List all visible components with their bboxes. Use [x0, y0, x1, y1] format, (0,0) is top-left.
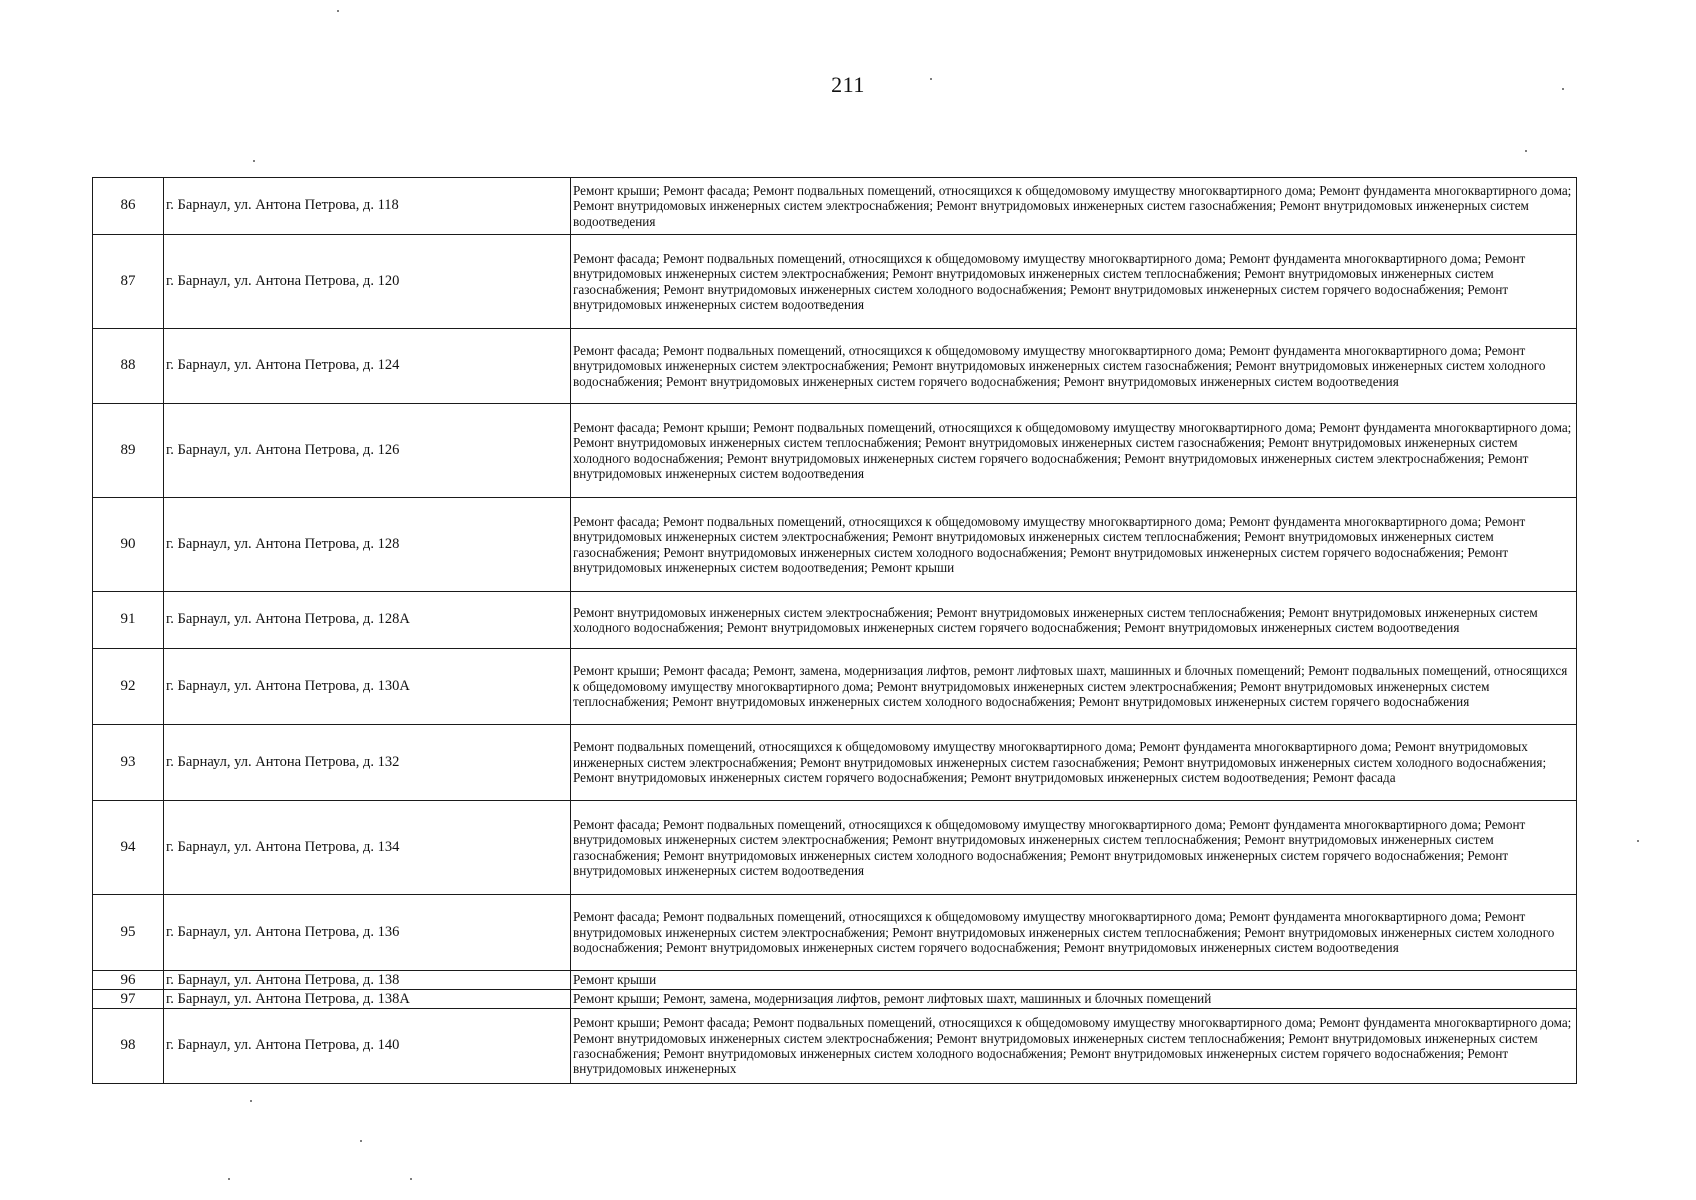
row-works: Ремонт фасада; Ремонт подвальных помещений, относящихся к общедомовому имуществу многоквартирного дома; Ремонт фундамента многоквартирного дома; Ремонт внутридомовых инженерных систем электроснабжения; Ремонт внутридомовых инженерных систем теплоснабжения; Ремонт внутридомовых инженерных систем холодного водоснабжения; Ремонт внутридомовых инженерных систем горячего водоснабжения; Ремонт внутридомовых инженерных систем водоотведения — [571, 895, 1577, 971]
scan-speck — [253, 160, 255, 162]
table-body — [93, 178, 1577, 1084]
row-number: 91 — [93, 592, 164, 649]
table-row — [93, 235, 1577, 329]
row-number: 98 — [93, 1009, 164, 1084]
row-address: г. Барнаул, ул. Антона Петрова, д. 126 — [164, 404, 571, 498]
table-row — [93, 592, 1577, 649]
scan-speck — [250, 1100, 252, 1102]
table-row — [93, 404, 1577, 498]
row-number: 93 — [93, 725, 164, 801]
repair-works-table — [92, 177, 1577, 1084]
scan-speck — [1525, 150, 1527, 152]
row-address: г. Барнаул, ул. Антона Петрова, д. 120 — [164, 235, 571, 329]
table-row — [93, 498, 1577, 592]
row-number: 95 — [93, 895, 164, 971]
table-row — [93, 329, 1577, 404]
row-address: г. Барнаул, ул. Антона Петрова, д. 130А — [164, 649, 571, 725]
row-address: г. Барнаул, ул. Антона Петрова, д. 124 — [164, 329, 571, 404]
table-row — [93, 895, 1577, 971]
row-number: 96 — [93, 971, 164, 990]
row-number: 89 — [93, 404, 164, 498]
scan-speck — [410, 1178, 412, 1180]
page-number: 211 — [831, 72, 865, 97]
row-works: Ремонт фасада; Ремонт подвальных помещений, относящихся к общедомовому имуществу многоквартирного дома; Ремонт фундамента многоквартирного дома; Ремонт внутридомовых инженерных систем электроснабжения; Ремонт внутридомовых инженерных систем теплоснабжения; Ремонт внутридомовых инженерных систем газоснабжения; Ремонт внутридомовых инженерных систем холодного водоснабжения; Ремонт внутридомовых инженерных систем горячего водоснабжения; Ремонт внутридомовых инженерных систем водоотведения; Ремонт крыши — [571, 498, 1577, 592]
scan-speck — [228, 1178, 230, 1180]
row-works: Ремонт крыши; Ремонт фасада; Ремонт подвальных помещений, относящихся к общедомовому имуществу многоквартирного дома; Ремонт фундамента многоквартирного дома; Ремонт внутридомовых инженерных систем электроснабжения; Ремонт внутридомовых инженерных систем газоснабжения; Ремонт внутридомовых инженерных систем водоотведения — [571, 178, 1577, 235]
row-number: 87 — [93, 235, 164, 329]
row-number: 86 — [93, 178, 164, 235]
row-works: Ремонт крыши; Ремонт фасада; Ремонт, замена, модернизация лифтов, ремонт лифтовых шахт, машинных и блочных помещений; Ремонт подвальных помещений, относящихся к общедомовому имуществу многоквартирного дома; Ремонт внутридомовых инженерных систем электроснабжения; Ремонт внутридомовых инженерных систем теплоснабжения; Ремонт внутридомовых инженерных систем холодного водоснабжения; Ремонт внутридомовых инженерных систем горячего водоснабжения — [571, 649, 1577, 725]
table-row — [93, 725, 1577, 801]
row-works: Ремонт крыши — [571, 971, 1577, 990]
row-number: 92 — [93, 649, 164, 725]
row-number: 94 — [93, 801, 164, 895]
scan-speck — [930, 78, 932, 80]
row-address: г. Барнаул, ул. Антона Петрова, д. 128А — [164, 592, 571, 649]
row-address: г. Барнаул, ул. Антона Петрова, д. 138А — [164, 990, 571, 1009]
row-address: г. Барнаул, ул. Антона Петрова, д. 134 — [164, 801, 571, 895]
scan-speck — [1562, 88, 1564, 90]
table-row — [93, 990, 1577, 1009]
row-address: г. Барнаул, ул. Антона Петрова, д. 138 — [164, 971, 571, 990]
row-address: г. Барнаул, ул. Антона Петрова, д. 132 — [164, 725, 571, 801]
row-address: г. Барнаул, ул. Антона Петрова, д. 136 — [164, 895, 571, 971]
row-works: Ремонт фасада; Ремонт подвальных помещений, относящихся к общедомовому имуществу многоквартирного дома; Ремонт фундамента многоквартирного дома; Ремонт внутридомовых инженерных систем электроснабжения; Ремонт внутридомовых инженерных систем теплоснабжения; Ремонт внутридомовых инженерных систем газоснабжения; Ремонт внутридомовых инженерных систем холодного водоснабжения; Ремонт внутридомовых инженерных систем горячего водоснабжения; Ремонт внутридомовых инженерных систем водоотведения — [571, 801, 1577, 895]
row-works: Ремонт фасада; Ремонт крыши; Ремонт подвальных помещений, относящихся к общедомовому имуществу многоквартирного дома; Ремонт фундамента многоквартирного дома; Ремонт внутридомовых инженерных систем теплоснабжения; Ремонт внутридомовых инженерных систем газоснабжения; Ремонт внутридомовых инженерных систем холодного водоснабжения; Ремонт внутридомовых инженерных систем горячего водоснабжения; Ремонт внутридомовых инженерных систем электроснабжения; Ремонт внутридомовых инженерных систем водоотведения — [571, 404, 1577, 498]
row-address: г. Барнаул, ул. Антона Петрова, д. 140 — [164, 1009, 571, 1084]
table-row — [93, 1009, 1577, 1084]
row-number: 88 — [93, 329, 164, 404]
row-works: Ремонт фасада; Ремонт подвальных помещений, относящихся к общедомовому имуществу многоквартирного дома; Ремонт фундамента многоквартирного дома; Ремонт внутридомовых инженерных систем электроснабжения; Ремонт внутридомовых инженерных систем теплоснабжения; Ремонт внутридомовых инженерных систем газоснабжения; Ремонт внутридомовых инженерных систем холодного водоснабжения; Ремонт внутридомовых инженерных систем горячего водоснабжения; Ремонт внутридомовых инженерных систем водоотведения — [571, 235, 1577, 329]
table-row — [93, 178, 1577, 235]
row-works: Ремонт подвальных помещений, относящихся к общедомовому имуществу многоквартирного дома; Ремонт фундамента многоквартирного дома; Ремонт внутридомовых инженерных систем электроснабжения; Ремонт внутридомовых инженерных систем газоснабжения; Ремонт внутридомовых инженерных систем холодного водоснабжения; Ремонт внутридомовых инженерных систем горячего водоснабжения; Ремонт внутридомовых инженерных систем водоотведения; Ремонт фасада — [571, 725, 1577, 801]
row-works: Ремонт крыши; Ремонт фасада; Ремонт подвальных помещений, относящихся к общедомовому имуществу многоквартирного дома; Ремонт фундамента многоквартирного дома; Ремонт внутридомовых инженерных систем электроснабжения; Ремонт внутридомовых инженерных систем теплоснабжения; Ремонт внутридомовых инженерных систем газоснабжения; Ремонт внутридомовых инженерных систем холодного водоснабжения; Ремонт внутридомовых инженерных систем горячего водоснабжения; Ремонт внутридомовых инженерных — [571, 1009, 1577, 1084]
table-row — [93, 649, 1577, 725]
row-works: Ремонт фасада; Ремонт подвальных помещений, относящихся к общедомовому имуществу многоквартирного дома; Ремонт фундамента многоквартирного дома; Ремонт внутридомовых инженерных систем электроснабжения; Ремонт внутридомовых инженерных систем газоснабжения; Ремонт внутридомовых инженерных систем холодного водоснабжения; Ремонт внутридомовых инженерных систем горячего водоснабжения; Ремонт внутридомовых инженерных систем водоотведения — [571, 329, 1577, 404]
row-number: 90 — [93, 498, 164, 592]
row-number: 97 — [93, 990, 164, 1009]
row-works: Ремонт крыши; Ремонт, замена, модернизация лифтов, ремонт лифтовых шахт, машинных и блочных помещений — [571, 990, 1577, 1009]
row-address: г. Барнаул, ул. Антона Петрова, д. 128 — [164, 498, 571, 592]
scan-speck — [337, 10, 339, 12]
table-row — [93, 801, 1577, 895]
row-address: г. Барнаул, ул. Антона Петрова, д. 118 — [164, 178, 571, 235]
scan-speck — [360, 1140, 362, 1142]
row-works: Ремонт внутридомовых инженерных систем электроснабжения; Ремонт внутридомовых инженерных систем теплоснабжения; Ремонт внутридомовых инженерных систем холодного водоснабжения; Ремонт внутридомовых инженерных систем горячего водоснабжения; Ремонт внутридомовых инженерных систем водоотведения — [571, 592, 1577, 649]
table-row — [93, 971, 1577, 990]
scan-speck — [1637, 840, 1639, 842]
